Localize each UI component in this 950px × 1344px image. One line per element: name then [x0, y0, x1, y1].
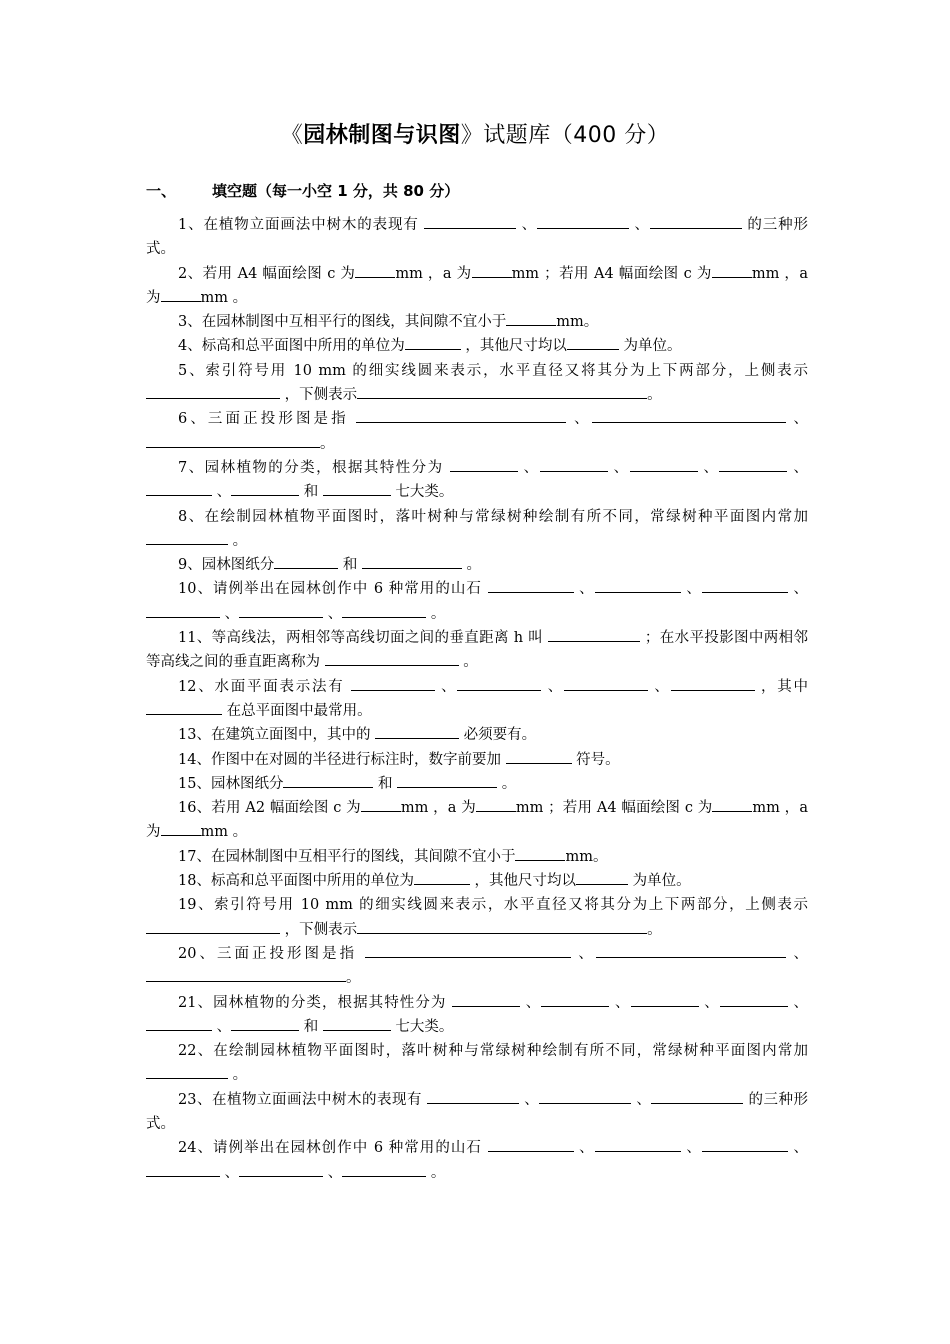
question-item	[146, 796, 808, 845]
question-text: 7、园林植物的分类，根据其特性分为	[178, 459, 450, 476]
question-text: 符号。	[571, 751, 620, 768]
question-text: 、	[680, 581, 702, 598]
answer-blank[interactable]	[146, 384, 280, 399]
question-text: ，其他尺寸均以	[469, 873, 577, 890]
question-item	[146, 334, 808, 358]
answer-blank[interactable]	[650, 214, 742, 229]
answer-blank[interactable]	[146, 700, 222, 715]
answer-blank[interactable]	[231, 1016, 299, 1031]
question-text: 6、三面正投形图是指	[178, 411, 357, 428]
answer-blank[interactable]	[630, 457, 698, 472]
question-text: mm ，a 为	[146, 800, 808, 841]
question-text: 22、在绘制园林植物平面图时，落叶树种与常绿树种绘制有所不同，常绿树种平面图内常加	[178, 1043, 808, 1060]
title-suffix: 》试题库（400 分）	[460, 123, 670, 148]
page-title	[0, 118, 950, 149]
title-course-name: 园林制图与识图	[303, 123, 461, 148]
section-heading	[146, 180, 459, 201]
answer-blank[interactable]	[472, 263, 512, 278]
answer-blank[interactable]	[702, 1137, 788, 1152]
question-text: 和	[299, 484, 323, 501]
answer-blank[interactable]	[146, 433, 320, 448]
question-text: mm 。	[200, 824, 248, 841]
question-text: 21、园林植物的分类，根据其特性分为	[178, 994, 453, 1011]
answer-blank[interactable]	[506, 749, 572, 764]
answer-blank[interactable]	[325, 651, 459, 666]
answer-blank[interactable]	[488, 1137, 574, 1152]
question-text: 、	[520, 994, 542, 1011]
question-text: 、	[516, 217, 538, 233]
answer-blank[interactable]	[361, 797, 401, 812]
answer-blank[interactable]	[239, 1162, 323, 1177]
question-text: ，下侧表示	[280, 921, 358, 938]
question-text: 、	[573, 581, 595, 598]
question-text: 1、在植物立面画法中树木的表现有	[178, 217, 425, 233]
question-text: 、	[220, 605, 240, 622]
question-text: 。	[647, 921, 662, 938]
answer-blank[interactable]	[671, 676, 755, 691]
answer-blank[interactable]	[548, 627, 640, 642]
answer-blank[interactable]	[424, 214, 516, 229]
question-text: 23、在植物立面画法中树木的表现有	[178, 1091, 428, 1108]
question-text: 、	[787, 1140, 809, 1157]
answer-blank[interactable]	[631, 992, 699, 1007]
answer-blank[interactable]	[357, 384, 647, 399]
question-text: 、	[519, 1091, 540, 1108]
question-text: 9、园林图纸分	[178, 557, 275, 574]
answer-blank[interactable]	[702, 578, 788, 593]
question-text: mm ；若用 A4 幅面绘图 c 为	[515, 800, 713, 817]
question-text: 、	[787, 459, 809, 476]
question-text: 、	[787, 581, 809, 598]
question-text: 、	[212, 1018, 232, 1035]
answer-blank[interactable]	[595, 578, 681, 593]
question-text: 、	[607, 459, 630, 476]
question-text: 、	[787, 994, 809, 1011]
answer-blank[interactable]	[540, 457, 608, 472]
question-text: mm ；若用 A4 幅面绘图 c 为	[511, 265, 712, 282]
question-text: 、	[609, 994, 631, 1011]
question-item	[146, 407, 808, 456]
answer-blank[interactable]	[596, 943, 786, 958]
question-text: 8、在绘制园林植物平面图时，落叶树种与常绿树种绘制有所不同，常绿树种平面图内常加	[178, 508, 808, 525]
question-text: mm 。	[200, 289, 248, 306]
question-text: 、	[323, 605, 343, 622]
question-text: 。	[426, 1164, 446, 1181]
question-text: mm ，a 为	[400, 800, 476, 817]
answer-blank[interactable]	[488, 578, 574, 593]
question-text: 。	[426, 605, 446, 622]
question-list	[146, 213, 808, 1185]
question-text: ；在水平投影图中两相邻等高线之间的垂直距离称为	[146, 630, 808, 671]
question-text: 。	[458, 654, 478, 671]
section-number: 一、	[146, 182, 177, 200]
answer-blank[interactable]	[323, 1016, 391, 1031]
question-item	[146, 310, 808, 334]
question-text: 20、三面正投形图是指	[178, 945, 365, 962]
answer-blank[interactable]	[452, 992, 520, 1007]
question-text: 。	[320, 435, 335, 452]
question-text: 17、在园林制图中互相平行的图线，其间隙不宜小于	[178, 848, 516, 865]
question-text: 必须要有。	[459, 727, 537, 744]
answer-blank[interactable]	[375, 724, 459, 739]
answer-blank[interactable]	[362, 554, 462, 569]
answer-blank[interactable]	[231, 481, 299, 496]
question-text: 15、园林图纸分	[178, 775, 284, 792]
question-text: 12、水面平面表示法有	[178, 678, 351, 695]
question-text: 、	[698, 994, 720, 1011]
question-item	[146, 772, 808, 796]
question-text: 、	[785, 411, 809, 428]
question-text: 七大类。	[390, 1018, 454, 1035]
question-item	[146, 869, 808, 893]
question-text: 5、索引符号用 10 mm 的细实线圆来表示，水平直径又将其分为上下两部分，上侧表示	[178, 362, 808, 379]
question-item	[146, 1088, 808, 1137]
question-text: 在总平面图中最常用。	[222, 702, 372, 719]
question-text: 、	[517, 459, 540, 476]
question-item	[146, 262, 808, 311]
question-item	[146, 1039, 808, 1088]
question-text: 、	[785, 945, 808, 962]
question-item	[146, 748, 808, 772]
answer-blank[interactable]	[712, 263, 752, 278]
answer-blank[interactable]	[146, 1064, 228, 1079]
question-text: ，其他尺寸均以	[460, 338, 567, 355]
question-text: 、	[570, 945, 596, 962]
answer-blank[interactable]	[146, 1162, 220, 1177]
question-item	[146, 553, 808, 577]
question-text: 16、若用 A2 幅面绘图 c 为	[178, 800, 361, 817]
question-text: 13、在建筑立面图中，其中的	[178, 727, 376, 744]
answer-blank[interactable]	[342, 603, 426, 618]
answer-blank[interactable]	[457, 676, 541, 691]
question-text: 、	[212, 484, 232, 501]
answer-blank[interactable]	[357, 919, 647, 934]
answer-blank[interactable]	[161, 821, 201, 836]
answer-blank[interactable]	[427, 1089, 519, 1104]
question-item	[146, 213, 808, 262]
answer-blank[interactable]	[342, 1162, 426, 1177]
question-text: 和	[338, 557, 362, 574]
answer-blank[interactable]	[720, 992, 788, 1007]
title-open-bracket: 《	[280, 123, 304, 148]
question-text: 、	[434, 678, 458, 695]
question-item	[146, 577, 808, 626]
answer-blank[interactable]	[405, 335, 461, 350]
answer-blank[interactable]	[146, 919, 280, 934]
question-text: 和	[299, 1018, 323, 1035]
question-text: 、	[697, 459, 720, 476]
answer-blank[interactable]	[592, 408, 786, 423]
question-text: 的三种形式。	[146, 1091, 809, 1132]
question-text: 。	[461, 557, 482, 574]
question-text: 、	[323, 1164, 343, 1181]
answer-blank[interactable]	[356, 408, 566, 423]
answer-blank[interactable]	[515, 846, 565, 861]
question-text: 、	[629, 217, 650, 233]
question-item	[146, 893, 808, 942]
question-text: 19、索引符号用 10 mm 的细实线圆来表示，水平直径又将其分为上下两部分，上侧表示	[178, 897, 808, 914]
answer-blank[interactable]	[355, 263, 395, 278]
question-text: 。	[228, 1067, 248, 1084]
answer-blank[interactable]	[651, 1089, 743, 1104]
question-text: 10、请例举出在园林创作中 6 种常用的山石	[178, 581, 488, 598]
answer-blank[interactable]	[146, 530, 228, 545]
answer-blank[interactable]	[323, 481, 391, 496]
question-item	[146, 991, 808, 1040]
answer-blank[interactable]	[712, 797, 752, 812]
answer-blank[interactable]	[146, 1016, 212, 1031]
question-text: 3、在园林制图中互相平行的图线，其间隙不宜小于	[178, 314, 507, 331]
answer-blank[interactable]	[539, 1089, 631, 1104]
answer-blank[interactable]	[397, 773, 497, 788]
question-item	[146, 505, 808, 554]
question-text: mm。	[556, 314, 599, 331]
section-title: 填空题（每一小空 1 分，共 80 分）	[212, 182, 460, 200]
question-item	[146, 675, 808, 724]
question-text: 、	[631, 1091, 652, 1108]
answer-blank[interactable]	[365, 943, 571, 958]
answer-blank[interactable]	[541, 992, 609, 1007]
answer-blank[interactable]	[476, 797, 516, 812]
question-text: 的三种形式。	[146, 217, 809, 258]
question-item	[146, 626, 808, 675]
question-text: mm ，a 为	[395, 265, 472, 282]
question-text: 。	[346, 970, 361, 987]
question-text: mm ，a 为	[146, 265, 808, 306]
answer-blank[interactable]	[595, 1137, 681, 1152]
question-text: 和	[373, 775, 398, 792]
answer-blank[interactable]	[351, 676, 435, 691]
answer-blank[interactable]	[146, 967, 346, 982]
question-text: 18、标高和总平面图中所用的单位为	[178, 873, 414, 890]
question-text: 七大类。	[390, 484, 454, 501]
answer-blank[interactable]	[239, 603, 323, 618]
answer-blank[interactable]	[146, 603, 220, 618]
question-text: 、	[648, 678, 671, 695]
question-text: 14、作图中在对圆的半径进行标注时，数字前要加	[178, 751, 506, 768]
question-text: 为单位。	[628, 873, 691, 890]
question-text: ，其中	[754, 678, 808, 695]
question-text: mm。	[565, 848, 608, 865]
question-text: 24、请例举出在园林创作中 6 种常用的山石	[178, 1140, 488, 1157]
question-text: 、	[220, 1164, 240, 1181]
question-item	[146, 456, 808, 505]
answer-blank[interactable]	[719, 457, 787, 472]
question-text: 、	[680, 1140, 702, 1157]
answer-blank[interactable]	[506, 311, 556, 326]
answer-blank[interactable]	[283, 773, 373, 788]
question-item	[146, 845, 808, 869]
question-item	[146, 723, 808, 747]
answer-blank[interactable]	[567, 335, 619, 350]
question-item	[146, 359, 808, 408]
question-text: 11、等高线法，两相邻等高线切面之间的垂直距离 h 叫	[178, 630, 548, 647]
question-text: 为单位。	[618, 338, 682, 355]
question-text: 。	[497, 775, 517, 792]
question-text: 4、标高和总平面图中所用的单位为	[178, 338, 405, 355]
answer-blank[interactable]	[414, 870, 470, 885]
question-text: 、	[573, 1140, 595, 1157]
answer-blank[interactable]	[146, 481, 212, 496]
answer-blank[interactable]	[537, 214, 629, 229]
question-item	[146, 1136, 808, 1185]
answer-blank[interactable]	[161, 287, 201, 302]
question-text: 、	[541, 678, 565, 695]
question-item	[146, 942, 808, 991]
question-text: 。	[228, 532, 248, 549]
question-text: 。	[647, 387, 662, 404]
question-text: 、	[566, 411, 592, 428]
answer-blank[interactable]	[564, 676, 648, 691]
answer-blank[interactable]	[274, 554, 338, 569]
answer-blank[interactable]	[450, 457, 518, 472]
answer-blank[interactable]	[576, 870, 628, 885]
question-text: 2、若用 A4 幅面绘图 c 为	[178, 265, 356, 282]
question-text: ，下侧表示	[280, 387, 358, 404]
